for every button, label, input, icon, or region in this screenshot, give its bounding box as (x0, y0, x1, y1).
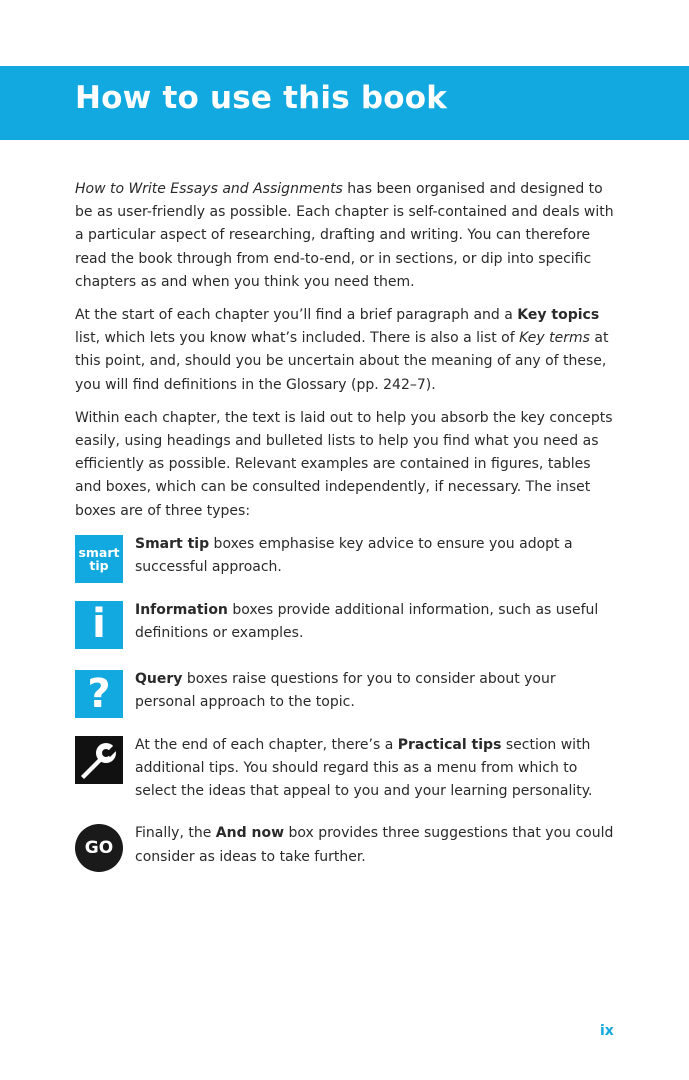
layout-paragraph: Within each chapter, the text is laid out to help you absorb the key concepts easily, using headings and bulleted lists to help you find what you need as efficiently as possible. Relevant examples are contained in figures, tables and boxes, which can be consulted independently, if necessary. The inset boxes are of three types: (75, 409, 613, 519)
smart-tip-text: boxes emphasise key advice to ensure you adopt a successful approach. (135, 535, 573, 576)
information-label: Information (135, 601, 228, 618)
para2-text-a: At the start of each chapter you’ll find a brief paragraph and a (75, 307, 518, 324)
para2-text-c: list, which lets you know what’s included. There is also a list of (75, 330, 520, 347)
smart-tip-item (75, 533, 615, 581)
smart-tip-icon (75, 535, 123, 583)
key-topics-paragraph (75, 304, 615, 397)
key-topics-label: Key topics (517, 307, 600, 324)
and-now-pre: Finally, the (135, 825, 216, 842)
intro-paragraph (75, 178, 615, 294)
go-icon (75, 824, 123, 872)
smart-tip-icon-line2: tip (89, 558, 109, 574)
key-terms-label: Key terms (519, 330, 590, 347)
information-icon-glyph: i (92, 601, 106, 648)
query-text: boxes raise questions for you to consider about your personal approach to the topic. (135, 670, 556, 711)
smart-tip-description (135, 533, 615, 579)
practical-tips-item (75, 734, 615, 804)
query-label: Query (135, 670, 183, 687)
page-number: ix (600, 1023, 614, 1039)
information-text: boxes provide additional information, such as useful definitions or examples. (135, 601, 599, 642)
query-icon (75, 670, 123, 718)
title-banner (0, 66, 689, 140)
intro-text: has been organised and designed to be as user-friendly as possible. Each chapter is self-contained and deals with a particular aspect of researching, drafting and writing. You can therefore read the book through from end-to-end, or in sections, or dip into specific chapters as and when you think you need them. (75, 181, 614, 290)
smart-tip-icon-line1: smart (78, 545, 120, 561)
query-icon-glyph: ? (87, 670, 111, 717)
practical-tips-text: section with additional tips. You should regard this as a menu from which to select the ideas that appeal to you and your learning personality. (135, 736, 593, 800)
practical-tips-label: Practical tips (397, 736, 502, 753)
wrench-icon (75, 736, 123, 784)
information-item (75, 599, 615, 647)
and-now-text: box provides three suggestions that you could consider as ideas to take further. (135, 825, 614, 865)
practical-tips-description (135, 734, 615, 804)
para2-text-e: at this point, and, should you be uncertain about the meaning of any of these, you will find definitions in the Glossary (pp. 242–7). (75, 330, 609, 393)
and-now-label: And now (215, 825, 284, 842)
go-icon-glyph: GO (84, 837, 114, 858)
book-title: How to Write Essays and Assignments (75, 181, 343, 197)
practical-tips-pre: At the end of each chapter, there’s a (135, 736, 398, 753)
information-icon (75, 601, 123, 649)
and-now-description (135, 822, 615, 868)
query-description (135, 668, 615, 714)
information-description (135, 599, 615, 645)
smart-tip-label: Smart tip (135, 535, 210, 552)
body-content (75, 178, 615, 870)
and-now-item (75, 822, 615, 870)
page-title: How to use this book (75, 80, 448, 116)
query-item (75, 668, 615, 716)
